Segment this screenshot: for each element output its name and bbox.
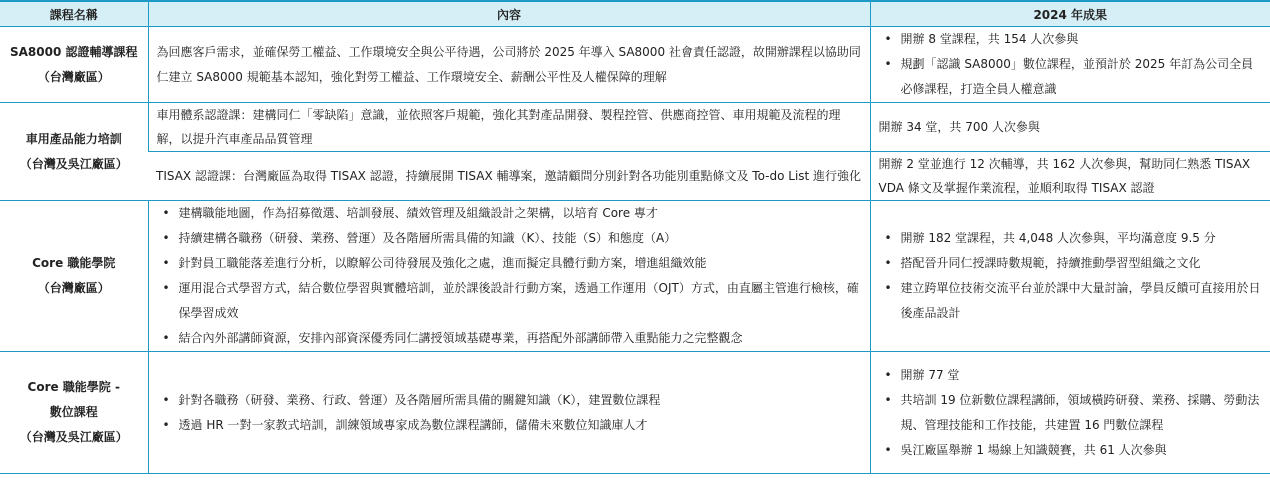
table-row <box>0 352 1270 474</box>
list-item: • 建構職能地圖，作為招募徵選、培訓發展、績效管理及組織設計之架構，以培育 Core 專才 <box>157 201 862 226</box>
list-item: • 針對各職務（研發、業務、行政、營運）及各階層所需具備的關鍵知識（K），建置數位課程 <box>157 388 862 413</box>
header-row <box>0 1 1270 27</box>
results-list <box>879 27 1263 102</box>
content-cell <box>148 352 870 474</box>
content-cell: 車用體系認證課：建構同仁「零缺陷」意識，並依照客戶規範，強化其對產品開發、製程控管、供應商控管、車用規範及流程的理解，以提升汽車產品品質管理 <box>148 103 870 152</box>
course-name: SA8000 認證輔導課程 <box>9 44 138 59</box>
course-location: （台灣廠區） <box>37 281 110 295</box>
list-item: • 持續建構各職務（研發、業務、營運）及各階層所需具備的知識（K）、技能（S）和態度（A） <box>157 226 862 251</box>
list-item: • 吳江廠區舉辦 1 場線上知識競賽，共 61 人次參與 <box>879 438 1263 463</box>
course-name-cell <box>0 103 148 201</box>
course-name: Core 職能學院 <box>32 256 116 270</box>
header-content: 內容 <box>148 1 870 27</box>
table-row <box>0 27 1270 103</box>
course-name-cell <box>0 27 148 103</box>
table-row <box>0 201 1270 352</box>
content-cell: TISAX 認證課：台灣廠區為取得 TISAX 認證，持續展開 TISAX 輔導案，邀請顧問分別針對各功能別重點條文及 To-do List 進行強化 <box>148 152 870 201</box>
results-list <box>879 226 1263 326</box>
header-course-name: 課程名稱 <box>0 1 148 27</box>
list-item: • 開辦 77 堂 <box>879 363 1263 388</box>
course-name-cell <box>0 352 148 474</box>
course-location: （台灣廠區） <box>37 69 110 84</box>
results-cell <box>870 201 1270 352</box>
list-item: • 結合內外部講師資源，安排內部資深優秀同仁講授領域基礎專業，再搭配外部講師帶入重點能力之完整觀念 <box>157 326 862 351</box>
results-cell: 開辦 34 堂，共 700 人次參與 <box>870 103 1270 152</box>
list-item: • 運用混合式學習方式，結合數位學習與實體培訓，並於課後設計行動方案，透過工作運用（OJT）方式，由直屬主管進行檢核，確保學習成效 <box>157 276 862 326</box>
content-list <box>157 388 862 438</box>
table-row <box>0 152 1270 201</box>
list-item: • 建立跨單位技術交流平台並於課中大量討論，學員反饋可直接用於日後產品設計 <box>879 276 1263 326</box>
content-cell <box>148 201 870 352</box>
list-item: • 開辦 182 堂課程，共 4,048 人次參與，平均滿意度 9.5 分 <box>879 226 1263 251</box>
list-item: • 規劃「認識 SA8000」數位課程，並預計於 2025 年訂為公司全員必修課程，打造全員人權意識 <box>879 52 1263 102</box>
course-name: 車用產品能力培訓 <box>25 131 122 146</box>
content-cell: 為回應客戶需求，並確保勞工權益、工作環境安全與公平待遇，公司將於 2025 年導入 SA8000 社會責任認證，故開辦課程以協助同仁建立 SA8000 規範基本認知，強化對勞工權益、工作環境安全、薪酬公平性及人權保障的理解 <box>148 27 870 103</box>
course-subname: 數位課程 <box>49 405 98 419</box>
course-name-cell <box>0 201 148 352</box>
list-item: • 針對員工職能落差進行分析，以瞭解公司待發展及強化之處，進而擬定具體行動方案，增進組織效能 <box>157 251 862 276</box>
results-list <box>879 363 1263 463</box>
course-location: （台灣及吳江廠區） <box>19 430 128 444</box>
list-item: • 透過 HR 一對一家教式培訓，訓練領域專家成為數位課程講師，儲備未來數位知識庫人才 <box>157 413 862 438</box>
course-location: （台灣及吳江廠區） <box>19 156 128 171</box>
results-cell: 開辦 2 堂並進行 12 次輔導，共 162 人次參與，幫助同仁熟悉 TISAX VDA 條文及掌握作業流程，並順利取得 TISAX 認證 <box>870 152 1270 201</box>
content-list <box>157 201 862 351</box>
list-item: • 搭配晉升同仁授課時數規範，持續推動學習型組織之文化 <box>879 251 1263 276</box>
course-name: Core 職能學院 - <box>27 380 120 394</box>
results-cell <box>870 27 1270 103</box>
list-item: • 共培訓 19 位新數位課程講師，領域橫跨研發、業務、採購、勞動法規、管理技能和工作技能，共建置 16 門數位課程 <box>879 388 1263 438</box>
results-cell <box>870 352 1270 474</box>
header-results: 2024 年成果 <box>870 1 1270 27</box>
table-row <box>0 103 1270 152</box>
list-item: • 開辦 8 堂課程，共 154 人次參與 <box>879 27 1263 52</box>
